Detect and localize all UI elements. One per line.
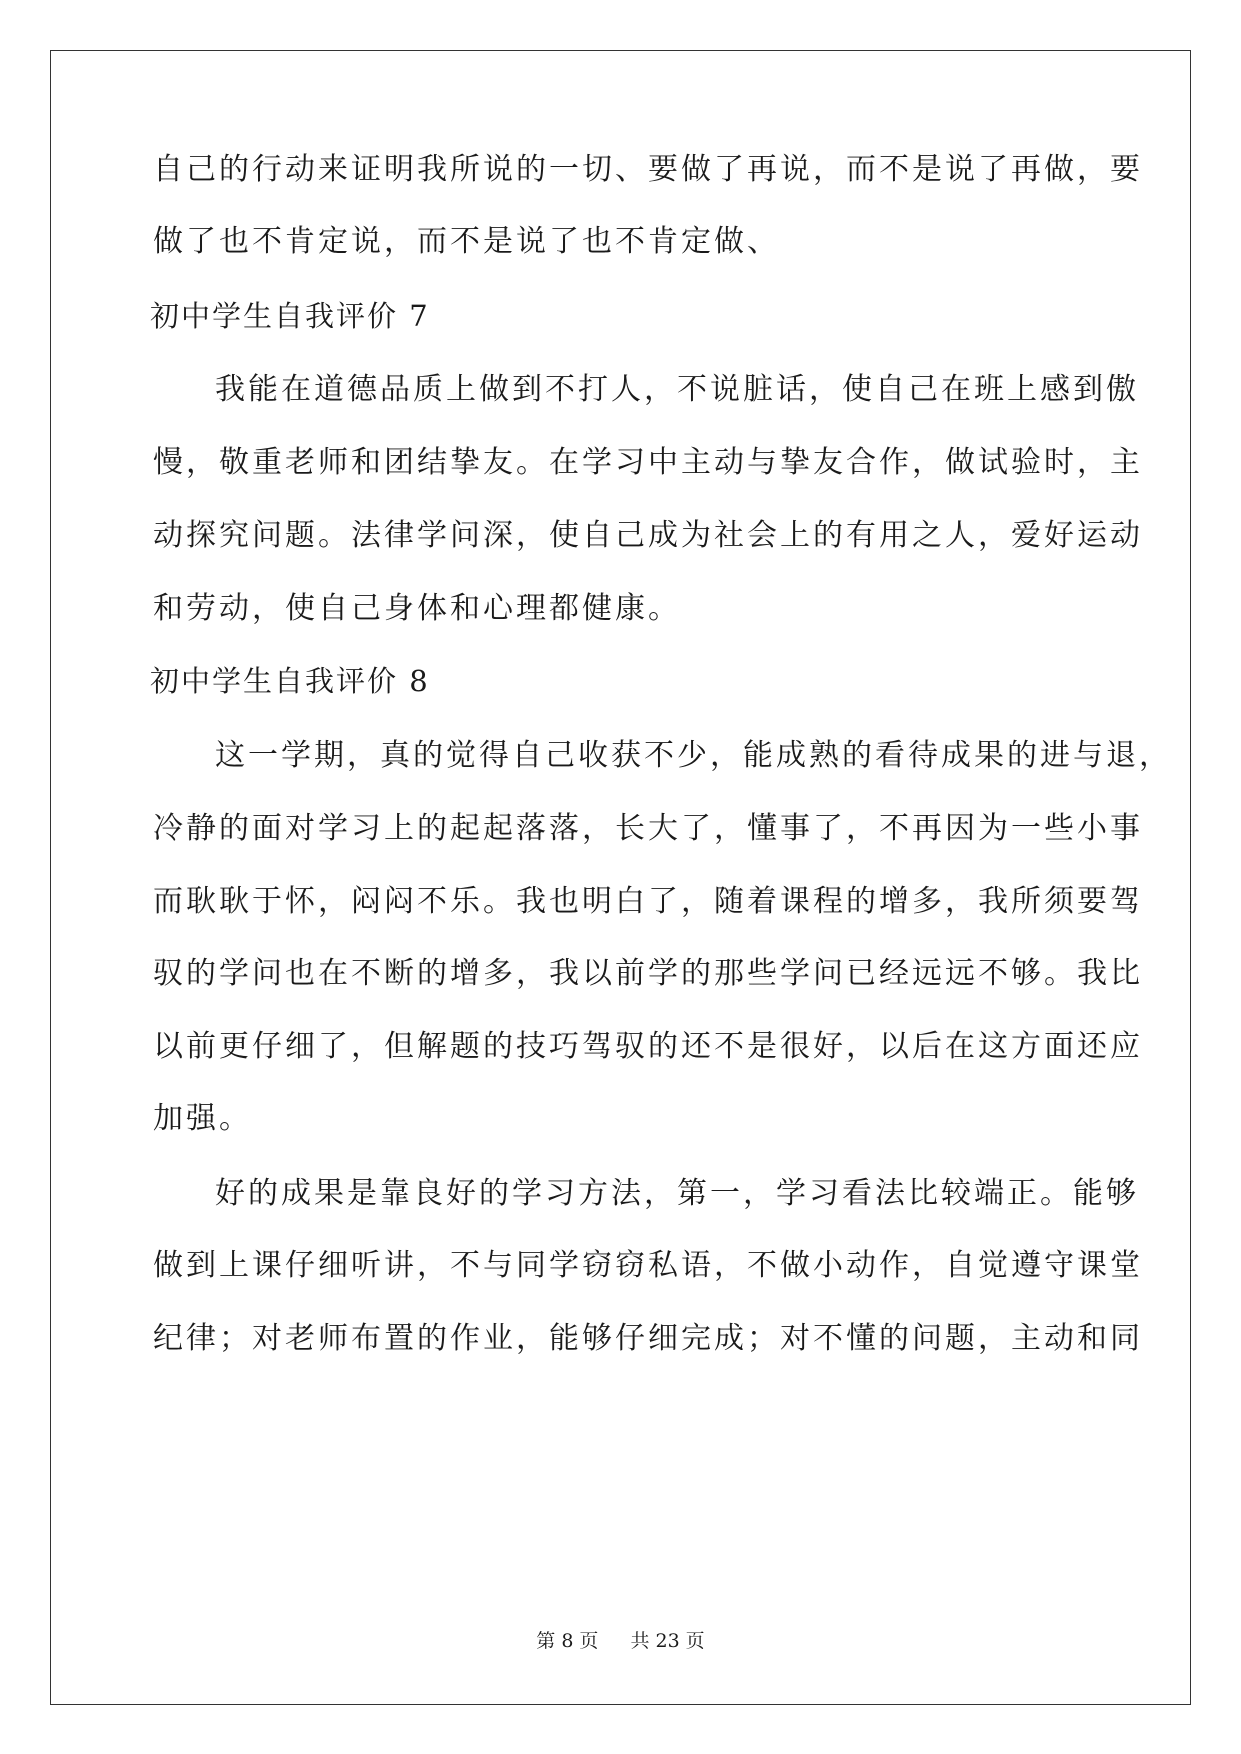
body-text-line: 做到上课仔细听讲，不与同学窃窃私语，不做小动作，自觉遵守课堂 [153,1248,1143,1283]
section-heading: 初中学生自我评价 7 [150,299,430,333]
body-text-line: 纪律；对老师布置的作业，能够仔细完成；对不懂的问题，主动和同 [153,1321,1143,1356]
body-text-line: 冷静的面对学习上的起起落落，长大了，懂事了，不再因为一些小事 [153,811,1143,846]
body-text-line: 而耿耿于怀，闷闷不乐。我也明白了，随着课程的增多，我所须要驾 [153,884,1143,919]
body-text-line: 这一学期，真的觉得自己收获不少，能成熟的看待成果的进与退， [215,738,1172,773]
total-pages-label [626,1630,708,1652]
body-text-line: 自己的行动来证明我所说的一切、要做了再说，而不是说了再做，要 [153,152,1143,187]
page-number: 8 [561,1630,574,1652]
body-text-line: 和劳动，使自己身体和心理都健康。 [153,591,681,626]
total-suffix: 页 [685,1630,705,1652]
total-prefix: 共 [630,1630,650,1652]
body-text-line: 好的成果是靠良好的学习方法，第一，学习看法比较端正。能够 [215,1176,1139,1211]
body-text-line: 我能在道德品质上做到不打人，不说脏话，使自己在班上感到傲 [215,372,1139,407]
total-pages: 23 [655,1630,680,1652]
page-footer [0,1629,1241,1653]
section-heading: 初中学生自我评价 8 [150,664,430,698]
body-text-line: 动探究问题。法律学问深，使自己成为社会上的有用之人，爱好运动 [153,518,1143,553]
page-suffix: 页 [579,1630,599,1652]
body-text-line: 做了也不肯定说，而不是说了也不肯定做、 [153,224,780,259]
body-text-line: 以前更仔细了，但解题的技巧驾驭的还不是很好，以后在这方面还应 [153,1029,1143,1064]
body-text-line: 驭的学问也在不断的增多，我以前学的那些学问已经远远不够。我比 [153,956,1143,991]
body-text-line: 加强。 [153,1101,252,1136]
page-prefix: 第 [536,1630,556,1652]
page-number-label [532,1630,602,1652]
body-text-line: 慢，敬重老师和团结挚友。在学习中主动与挚友合作，做试验时，主 [153,445,1143,480]
